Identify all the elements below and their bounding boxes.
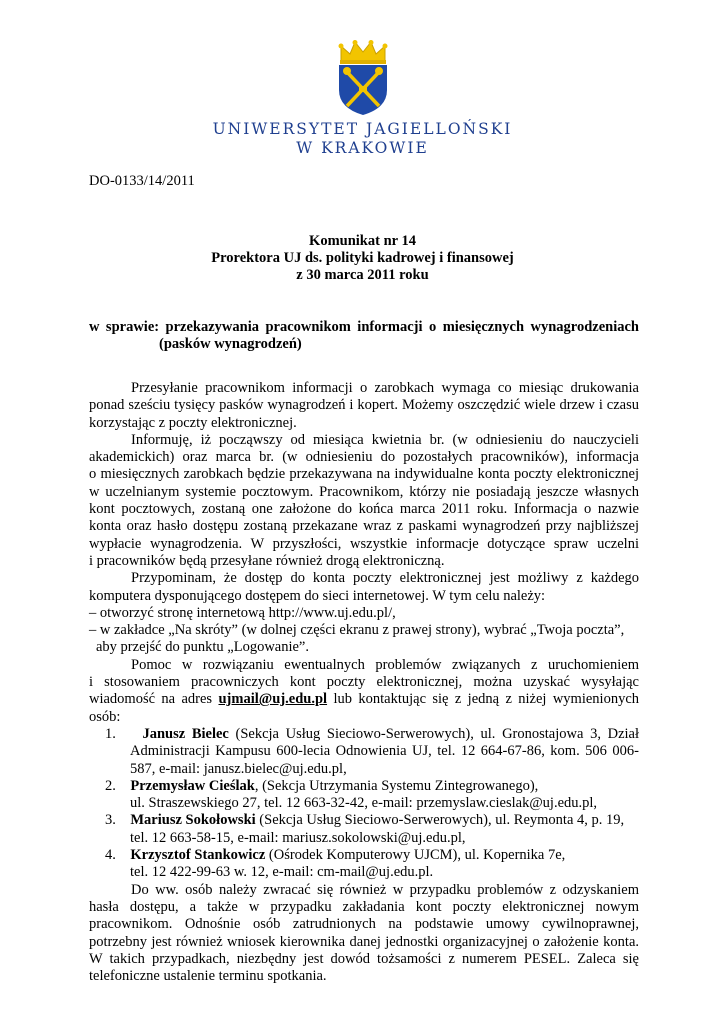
list-item-line — [89, 812, 639, 829]
contact-details: ul. Straszewskiego 27, tel. 12 663-32-42, e-mail: przemyslaw.cieslak@uj.edu.pl, — [130, 795, 598, 812]
contact-name: Mariusz Sokołowski — [130, 812, 256, 829]
list-item — [89, 726, 639, 778]
contact-details: Administracji Kampusu 600-lecia Odnowienia UJ, tel. 12 664-67-86, kom. 506 006- — [130, 743, 639, 760]
support-email-link[interactable]: ujmail@uj.edu.pl — [218, 691, 328, 708]
paragraph-line: Przypominam, że dostęp do konta poczty elektronicznej jest możliwy z każdego — [131, 570, 639, 587]
contact-name: Krzysztof Stankowicz — [130, 847, 266, 864]
university-name-line1: UNIWERSYTET JAGIELLOŃSKI — [212, 120, 513, 138]
subject-line1: w sprawie: przekazywania pracownikom informacji o miesięcznych wynagrodzeniach — [89, 319, 639, 335]
paragraph-line: Przesyłanie pracownikom informacji o zarobkach wymaga co miesiąc drukowania — [131, 380, 639, 396]
paragraph-line: Do ww. osób należy zwracać się również w przypadku problemów z odzyskaniem — [131, 881, 639, 898]
paragraph-line: telefoniczne ustalenie terminu spotkania. — [89, 968, 327, 985]
paragraph-line: kont pocztowych, zostaną one założone do końca marca 2011 roku. Informacja o nazwie — [89, 501, 639, 518]
university-name-line2: W KRAKOWIE — [296, 139, 429, 157]
contact-details: , (Sekcja Utrzymania Systemu Zintegrowanego), — [254, 777, 539, 794]
contact-name: Janusz Bielec — [142, 725, 229, 742]
instruction-login: aby przejść do punktu „Logowanie”. — [96, 639, 309, 656]
crest-crown-scepters-icon — [333, 40, 393, 116]
paragraph-line: pracownikom. Odnośnie osób zatrudnionych na podstawie umowy cywilnoprawnej, — [89, 916, 639, 933]
contact-details: (Ośrodek Komputerowy UJCM), ul. Kopernika 7e, — [265, 847, 566, 864]
paragraph-line: akademickich) oraz marca br. (w odniesieniu do pozostałych pracowników), informacja — [89, 449, 639, 466]
paragraph-line: i pracowników będą przesyłane również drogą elektroniczną. — [89, 552, 445, 569]
subject — [89, 319, 639, 353]
list-item — [89, 847, 639, 882]
paragraph-line: Pomoc w rozwiązaniu ewentualnych problemów związanych z uruchomieniem — [131, 656, 639, 673]
email-prefix-text: wiadomość na adres — [89, 691, 213, 708]
email-suffix-text: lub kontaktując się z jedną z niżej wymienionych — [333, 691, 640, 708]
instruction-shortcuts-tab: – w zakładce „Na skróty” (w dolnej części ekranu z prawej strony), wybrać „Twoja poczta”, — [89, 622, 625, 639]
list-item — [89, 778, 639, 813]
heading-line1: Komunikat nr 14 — [309, 233, 416, 249]
contact-details: (Sekcja Usług Sieciowo-Serwerowych), ul. Reymonta 4, p. 19, — [255, 812, 625, 829]
list-item-line — [89, 726, 639, 743]
paragraph-line: konta oraz hasło dostępu zostaną przekazane wraz z paskami wynagrodzeń przy najbliższej — [89, 518, 639, 535]
paragraph-line: Informuję, iż począwszy od miesiąca kwietnia br. (w odniesieniu do nauczycieli — [131, 431, 639, 448]
document-body — [89, 380, 639, 985]
list-number: 4. — [105, 847, 116, 864]
paragraph-line: wypłacie wynagrodzenia. W przyszłości, wszystkie informacje dotyczące spraw uczelni — [89, 535, 639, 552]
list-number: 1. — [105, 725, 116, 742]
paragraph-line: hasła dostępu, a także w przypadku zakładania kont poczty elektronicznej nowym — [89, 898, 639, 915]
paragraph-line: o miesięcznych zarobkach będzie przekazywana na indywidualne konta poczty elektronicznej — [89, 466, 639, 483]
paragraph-line: W takich przypadkach, niezbędny jest dowód tożsamości z numerem PESEL. Zaleca się — [89, 950, 639, 967]
paragraph-line: i stosowaniem pracowniczych kont poczty elektronicznej, można uzyskać wysyłając — [89, 674, 639, 691]
paragraph-line: osób: — [89, 708, 121, 725]
document-number: DO-0133/14/2011 — [89, 173, 195, 189]
paragraph-line-email — [89, 691, 639, 708]
list-number: 3. — [105, 812, 116, 829]
paragraph-line: ponad sześciu tysięcy pasków wynagrodzeń i kopert. Możemy oszczędzić wiele drzew i czasu — [89, 397, 639, 414]
contact-name: Przemysław Cieślak — [130, 777, 255, 794]
heading-line3: z 30 marca 2011 roku — [296, 267, 429, 283]
paragraph-line: komputera dysponującego dostępem do sieci internetowej. W tym celu należy: — [89, 587, 546, 604]
contact-details: tel. 12 663-58-15, e-mail: mariusz.sokolowski@uj.edu.pl, — [130, 829, 466, 846]
contact-details: (Sekcja Usług Sieciowo-Serwerowych), ul. Gronostajowa 3, Dział — [228, 725, 639, 742]
paragraph-line: potrzebny jest również wniosek kierownika danej jednostki organizacyjnej o założenie konta. — [89, 933, 639, 950]
university-logo — [0, 40, 725, 116]
heading-line2: Prorektora UJ ds. polityki kadrowej i finansowej — [211, 250, 514, 266]
instruction-open-website: – otworzyć stronę internetową http://www.uj.edu.pl/, — [89, 604, 396, 621]
contact-email: 587, e-mail: janusz.bielec@uj.edu.pl, — [130, 760, 347, 777]
contacts-list — [89, 726, 639, 882]
paragraph-line: w uczelnianym systemie pocztowym. Pracownikom, którzy nie posiadają jeszcze własnych — [89, 483, 639, 500]
contact-details: tel. 12 422-99-63 w. 12, e-mail: cm-mail@uj.edu.pl. — [130, 864, 434, 881]
list-item — [89, 812, 639, 847]
list-item-line — [89, 778, 639, 795]
list-number: 2. — [105, 777, 116, 794]
paragraph-line: korzystając z poczty elektronicznej. — [89, 414, 297, 431]
subject-line2: (pasków wynagrodzeń) — [159, 336, 302, 352]
list-item-line — [89, 847, 639, 864]
